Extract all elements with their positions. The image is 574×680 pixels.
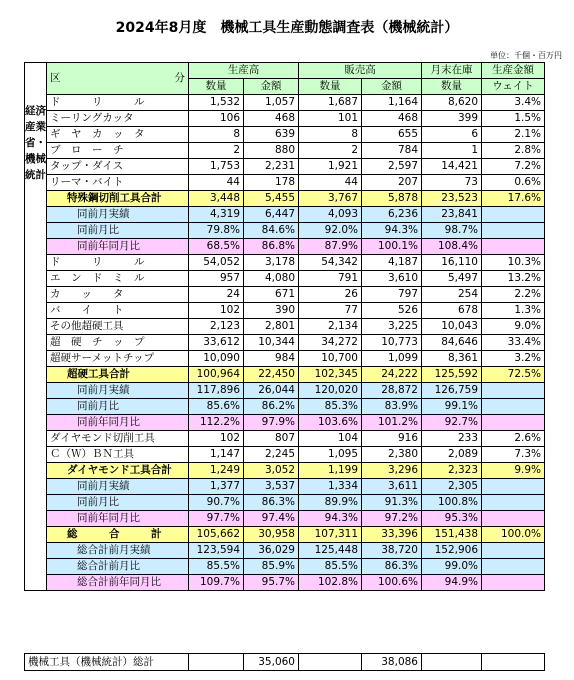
cell: 1,249 xyxy=(189,463,244,479)
cell: 22,450 xyxy=(244,367,299,383)
table-row xyxy=(25,415,545,431)
cell: 4,319 xyxy=(189,207,244,223)
cell: 178 xyxy=(244,175,299,191)
cell: 399 xyxy=(422,111,482,127)
cell: 2.8% xyxy=(482,143,545,159)
cell: 254 xyxy=(422,287,482,303)
cell: 23,523 xyxy=(422,191,482,207)
cell: 10,043 xyxy=(422,319,482,335)
table-row xyxy=(25,399,545,415)
table-row xyxy=(25,271,545,287)
cell: 1,687 xyxy=(299,95,362,111)
row-label: ミーリングカッタ xyxy=(47,111,189,127)
table-row xyxy=(25,543,545,559)
cell: 28,872 xyxy=(362,383,422,399)
cell: 8 xyxy=(189,127,244,143)
cell: 79.8% xyxy=(189,223,244,239)
cell: 4,187 xyxy=(362,255,422,271)
cell: 84,646 xyxy=(422,335,482,351)
cell: 791 xyxy=(299,271,362,287)
row-label: 超硬工具合計 xyxy=(47,367,189,383)
cell: 35,060 xyxy=(244,654,299,671)
cell: 1,199 xyxy=(299,463,362,479)
cell: 33,396 xyxy=(362,527,422,543)
cell: 104 xyxy=(299,431,362,447)
cell: 34,272 xyxy=(299,335,362,351)
table-row xyxy=(25,319,545,335)
cell: 94.9% xyxy=(422,575,482,591)
cell: 207 xyxy=(362,175,422,191)
cell: 54,052 xyxy=(189,255,244,271)
cell: 784 xyxy=(362,143,422,159)
cell: 1,377 xyxy=(189,479,244,495)
cell: 86.3% xyxy=(244,495,299,511)
cell: 10,773 xyxy=(362,335,422,351)
cell: 468 xyxy=(244,111,299,127)
cell: 112.2% xyxy=(189,415,244,431)
cell: 8,361 xyxy=(422,351,482,367)
table-row xyxy=(25,175,545,191)
table-row xyxy=(25,511,545,527)
cell: 54,342 xyxy=(299,255,362,271)
cell: 3,448 xyxy=(189,191,244,207)
cell: 33,612 xyxy=(189,335,244,351)
cell: 17.6% xyxy=(482,191,545,207)
row-label: その他超硬工具 xyxy=(47,319,189,335)
cell: 100.1% xyxy=(362,239,422,255)
cell: 984 xyxy=(244,351,299,367)
table-row xyxy=(25,575,545,591)
table-row xyxy=(25,255,545,271)
cell: 103.6% xyxy=(299,415,362,431)
row-label: 同前月実績 xyxy=(47,207,189,223)
cell: 125,448 xyxy=(299,543,362,559)
cell: 44 xyxy=(189,175,244,191)
cell: 1,057 xyxy=(244,95,299,111)
table-row xyxy=(25,527,545,543)
cell: 13.2% xyxy=(482,271,545,287)
header-sales-qty: 数量 xyxy=(299,79,362,95)
cell xyxy=(482,479,545,495)
cell: 2,380 xyxy=(362,447,422,463)
row-label: タップ・ダイス xyxy=(47,159,189,175)
cell xyxy=(482,495,545,511)
row-label: 同前月比 xyxy=(47,223,189,239)
row-label: ブ ロ ー チ xyxy=(47,143,189,159)
cell: 807 xyxy=(244,431,299,447)
cell: 2.1% xyxy=(482,127,545,143)
cell: 152,906 xyxy=(422,543,482,559)
cell: 24 xyxy=(189,287,244,303)
cell: 97.7% xyxy=(189,511,244,527)
cell: 6,447 xyxy=(244,207,299,223)
stats-table xyxy=(24,62,545,591)
row-label: カ ッ タ xyxy=(47,287,189,303)
cell: 797 xyxy=(362,287,422,303)
row-label: 同前月比 xyxy=(47,399,189,415)
table-row xyxy=(25,463,545,479)
cell: 5,878 xyxy=(362,191,422,207)
table-row xyxy=(25,303,545,319)
cell: 151,438 xyxy=(422,527,482,543)
cell: 117,896 xyxy=(189,383,244,399)
cell: 1,164 xyxy=(362,95,422,111)
cell: 107,311 xyxy=(299,527,362,543)
cell: 1,099 xyxy=(362,351,422,367)
cell: 92.7% xyxy=(422,415,482,431)
cell: 3,052 xyxy=(244,463,299,479)
cell: 0.6% xyxy=(482,175,545,191)
cell: 100.8% xyxy=(422,495,482,511)
cell: 97.9% xyxy=(244,415,299,431)
header-category: 区 分 xyxy=(47,63,189,95)
header-prod-qty: 数量 xyxy=(189,79,244,95)
grand-total-row xyxy=(25,654,545,671)
row-label: 総合計前月実績 xyxy=(47,543,189,559)
cell: 3,611 xyxy=(362,479,422,495)
cell: 14,421 xyxy=(422,159,482,175)
cell: 101.2% xyxy=(362,415,422,431)
cell: 91.3% xyxy=(362,495,422,511)
cell: 1.3% xyxy=(482,303,545,319)
header-inv-qty: 数量 xyxy=(422,79,482,95)
cell: 72.5% xyxy=(482,367,545,383)
cell: 468 xyxy=(362,111,422,127)
cell: 102 xyxy=(189,303,244,319)
unit-note: 単位：千個・百万円 xyxy=(490,51,562,60)
cell: 671 xyxy=(244,287,299,303)
cell: 8,620 xyxy=(422,95,482,111)
cell: 390 xyxy=(244,303,299,319)
cell: 87.9% xyxy=(299,239,362,255)
cell: 26,044 xyxy=(244,383,299,399)
cell xyxy=(482,223,545,239)
cell: 678 xyxy=(422,303,482,319)
cell: 4,080 xyxy=(244,271,299,287)
table-row xyxy=(25,431,545,447)
cell: 233 xyxy=(422,431,482,447)
cell: 3.2% xyxy=(482,351,545,367)
cell xyxy=(482,207,545,223)
table-row xyxy=(25,367,545,383)
header-sales-amount: 金額 xyxy=(362,79,422,95)
cell: 1.5% xyxy=(482,111,545,127)
cell: 94.3% xyxy=(362,223,422,239)
row-label: ド リ ル xyxy=(47,95,189,111)
cell: 3,178 xyxy=(244,255,299,271)
cell: 77 xyxy=(299,303,362,319)
cell: 86.3% xyxy=(362,559,422,575)
cell: 6,236 xyxy=(362,207,422,223)
grand-total-label: 機械工具（機械統計）総計 xyxy=(25,654,189,671)
cell: 24,222 xyxy=(362,367,422,383)
cell: 916 xyxy=(362,431,422,447)
table-row xyxy=(25,143,545,159)
cell: 639 xyxy=(244,127,299,143)
cell: 1,921 xyxy=(299,159,362,175)
cell: 85.3% xyxy=(299,399,362,415)
cell: 1 xyxy=(422,143,482,159)
cell: 957 xyxy=(189,271,244,287)
cell: 3,296 xyxy=(362,463,422,479)
cell: 2,089 xyxy=(422,447,482,463)
cell: 2,231 xyxy=(244,159,299,175)
cell: 97.2% xyxy=(362,511,422,527)
cell: 98.7% xyxy=(422,223,482,239)
table-row xyxy=(25,287,545,303)
header-sales: 販売高 xyxy=(299,63,422,79)
cell xyxy=(482,543,545,559)
cell: 526 xyxy=(362,303,422,319)
table-row xyxy=(25,223,545,239)
cell xyxy=(482,239,545,255)
cell: 9.9% xyxy=(482,463,545,479)
cell xyxy=(482,399,545,415)
row-label: 総合計前月比 xyxy=(47,559,189,575)
cell: 1,334 xyxy=(299,479,362,495)
cell: 5,497 xyxy=(422,271,482,287)
table-row xyxy=(25,335,545,351)
cell: 106 xyxy=(189,111,244,127)
cell xyxy=(422,654,482,671)
cell: 2,801 xyxy=(244,319,299,335)
cell: 97.4% xyxy=(244,511,299,527)
header-prod-amount: 金額 xyxy=(244,79,299,95)
row-label: 総合計前年同月比 xyxy=(47,575,189,591)
cell xyxy=(189,654,244,671)
cell: 123,594 xyxy=(189,543,244,559)
cell: 3,537 xyxy=(244,479,299,495)
cell: 44 xyxy=(299,175,362,191)
page-title: 2024年8月度 機械工具生産動態調査表（機械統計） xyxy=(115,20,459,36)
row-label: エ ン ド ミ ル xyxy=(47,271,189,287)
table-row xyxy=(25,111,545,127)
cell: 95.7% xyxy=(244,575,299,591)
cell: 23,841 xyxy=(422,207,482,223)
table-row xyxy=(25,159,545,175)
cell: 10,344 xyxy=(244,335,299,351)
row-label: バ イ ト xyxy=(47,303,189,319)
cell xyxy=(482,575,545,591)
cell: 2.2% xyxy=(482,287,545,303)
cell xyxy=(482,511,545,527)
table-row xyxy=(25,559,545,575)
cell: 102 xyxy=(189,431,244,447)
cell: 16,110 xyxy=(422,255,482,271)
cell: 1,753 xyxy=(189,159,244,175)
table-row xyxy=(25,383,545,399)
cell: 880 xyxy=(244,143,299,159)
row-label: 同前月実績 xyxy=(47,479,189,495)
table-row xyxy=(25,479,545,495)
table-row xyxy=(25,127,545,143)
cell: 85.5% xyxy=(189,559,244,575)
cell xyxy=(482,654,545,671)
cell xyxy=(482,383,545,399)
cell: 10,090 xyxy=(189,351,244,367)
cell: 90.7% xyxy=(189,495,244,511)
cell: 7.3% xyxy=(482,447,545,463)
cell: 86.2% xyxy=(244,399,299,415)
cell: 655 xyxy=(362,127,422,143)
cell: 84.6% xyxy=(244,223,299,239)
cell: 1,147 xyxy=(189,447,244,463)
cell: 2,134 xyxy=(299,319,362,335)
cell: 3,610 xyxy=(362,271,422,287)
cell: 2,305 xyxy=(422,479,482,495)
cell: 100.0% xyxy=(482,527,545,543)
row-label: 同前月実績 xyxy=(47,383,189,399)
grand-total-table xyxy=(24,653,545,671)
cell: 9.0% xyxy=(482,319,545,335)
cell: 10.3% xyxy=(482,255,545,271)
cell: 94.3% xyxy=(299,511,362,527)
table-row xyxy=(25,95,545,111)
cell: 2 xyxy=(189,143,244,159)
cell: 38,720 xyxy=(362,543,422,559)
cell: 8 xyxy=(299,127,362,143)
header-production: 生産高 xyxy=(189,63,299,79)
cell: 95.3% xyxy=(422,511,482,527)
cell: 5,455 xyxy=(244,191,299,207)
cell: 83.9% xyxy=(362,399,422,415)
cell: 101 xyxy=(299,111,362,127)
cell: 68.5% xyxy=(189,239,244,255)
row-label: 同前月比 xyxy=(47,495,189,511)
row-label: ド リ ル xyxy=(47,255,189,271)
header-weight: 生産金額 xyxy=(482,63,545,79)
cell: 125,592 xyxy=(422,367,482,383)
cell: 7.2% xyxy=(482,159,545,175)
cell: 99.1% xyxy=(422,399,482,415)
cell: 108.4% xyxy=(422,239,482,255)
cell: 6 xyxy=(422,127,482,143)
cell: 100.6% xyxy=(362,575,422,591)
cell: 92.0% xyxy=(299,223,362,239)
cell: 86.8% xyxy=(244,239,299,255)
cell: 89.9% xyxy=(299,495,362,511)
cell: 3,767 xyxy=(299,191,362,207)
row-label: 総 合 計 xyxy=(47,527,189,543)
row-label: 同前年同月比 xyxy=(47,415,189,431)
cell: 3.4% xyxy=(482,95,545,111)
row-label: リーマ・バイト xyxy=(47,175,189,191)
cell: 2,597 xyxy=(362,159,422,175)
row-label: 特殊鋼切削工具合計 xyxy=(47,191,189,207)
cell: 100,964 xyxy=(189,367,244,383)
table-row xyxy=(25,447,545,463)
cell: 2,245 xyxy=(244,447,299,463)
table-row xyxy=(25,207,545,223)
header-weight-sub: ウェイト xyxy=(482,79,545,95)
cell: 4,093 xyxy=(299,207,362,223)
cell: 33.4% xyxy=(482,335,545,351)
cell xyxy=(482,559,545,575)
cell: 2,323 xyxy=(422,463,482,479)
cell: 26 xyxy=(299,287,362,303)
row-label: Ｃ（Ｗ）ＢＮ工具 xyxy=(47,447,189,463)
cell: 99.0% xyxy=(422,559,482,575)
cell: 109.7% xyxy=(189,575,244,591)
cell: 36,029 xyxy=(244,543,299,559)
cell: 30,958 xyxy=(244,527,299,543)
cell: 10,700 xyxy=(299,351,362,367)
cell: 102.8% xyxy=(299,575,362,591)
table-row xyxy=(25,191,545,207)
row-label: 同前年同月比 xyxy=(47,511,189,527)
cell xyxy=(299,654,362,671)
cell: 2,123 xyxy=(189,319,244,335)
cell: 73 xyxy=(422,175,482,191)
cell: 38,086 xyxy=(362,654,422,671)
row-label: ダイヤモンド工具合計 xyxy=(47,463,189,479)
cell: 105,662 xyxy=(189,527,244,543)
cell: 85.9% xyxy=(244,559,299,575)
cell: 1,532 xyxy=(189,95,244,111)
cell: 3,225 xyxy=(362,319,422,335)
cell: 126,759 xyxy=(422,383,482,399)
table-row xyxy=(25,351,545,367)
cell: 2 xyxy=(299,143,362,159)
table-row xyxy=(25,239,545,255)
cell xyxy=(482,415,545,431)
cell: 102,345 xyxy=(299,367,362,383)
cell: 1,095 xyxy=(299,447,362,463)
cell: 85.6% xyxy=(189,399,244,415)
header-inventory: 月末在庫 xyxy=(422,63,482,79)
table-row xyxy=(25,495,545,511)
row-label: 超 硬 チ ッ プ xyxy=(47,335,189,351)
side-label: 経済産業省・機械統計 xyxy=(25,63,47,591)
row-label: 同前年同月比 xyxy=(47,239,189,255)
row-label: ギ ヤ カ ッ タ xyxy=(47,127,189,143)
row-label: 超硬サーメットチップ xyxy=(47,351,189,367)
cell: 120,020 xyxy=(299,383,362,399)
cell: 2.6% xyxy=(482,431,545,447)
cell: 85.5% xyxy=(299,559,362,575)
row-label: ダイヤモンド切削工具 xyxy=(47,431,189,447)
